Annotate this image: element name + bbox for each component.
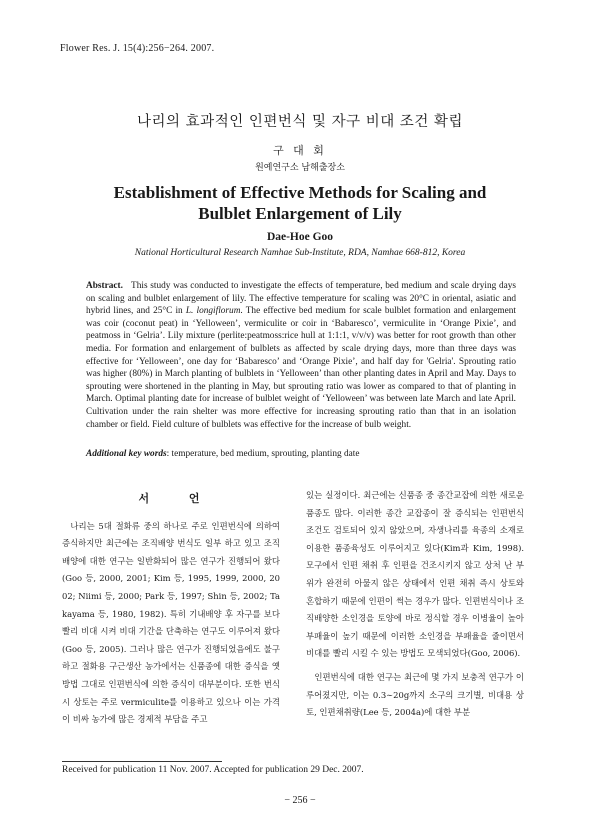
abstract-text-part-1: This study was conducted to investigate the effects of temperature, bed medium and scale drying days on scaling and bulblet enlargement of lily. The effective temperature for scaling was 20°C in oriental, asiatic and hybrid lines, and 25°C in — [86, 281, 516, 317]
english-author: Dae-Hoe Goo — [266, 231, 334, 243]
korean-title: 나리의 효과적인 인편번식 및 자구 비대 조건 확립 — [137, 114, 463, 130]
english-title-line-1: Establishment of Effective Methods for Scaling and — [113, 183, 487, 202]
english-affiliation: National Horticultural Research Namhae Sub-Institute, RDA, Namhae 668-812, Korea — [134, 248, 466, 258]
korean-author: 구 대 회 — [273, 144, 327, 157]
english-title — [60, 182, 540, 224]
abstract-label: Abstract. — [86, 281, 123, 291]
abstract-text-part-2: . The effective bed medium for scale bulblet formation and enlargement was coir (coconut peat) in ‘Yelloween’, vermiculite or coir in ‘Babaresco’, vermiculite in ‘Orange Pixie’, and peatmoss in ‘Gelria’. Lily mixture (perlite:peatmoss:rice hull at 1:1:1, v/v/v) was better for root growth than other media. For formation and enlargement of bulblets as affected by scale drying days, more than three days was effective for ‘Yelloween’, one day for ‘Babaresco’ and ‘Orange Pixie’, and half day for 'Gelria'. Sprouting ratio was higher (80%) in March planting of bulblets in ‘Yelloween’ than other planting dates in April and May. Days to sprouting were shortened in the planting in May, but sprouting ratio was lower as compared to that of planting in March. Optimal planting date for increase of bulblet weight of ‘Yelloween’ was between late March and late April. Cultivation under the rain shelter was more effective for increasing sprouting ratio than that in an isolation chamber or field. Field culture of bulblets was effective for the increase of bulb weight. — [86, 306, 516, 430]
footnote-divider — [62, 761, 222, 762]
left-column — [62, 487, 280, 729]
page-number: − 256 − — [284, 795, 316, 806]
abstract — [86, 280, 516, 431]
journal-citation: Flower Res. J. 15(4):256−264. 2007. — [60, 43, 215, 54]
korean-affiliation: 원예연구소 남해출장소 — [255, 163, 345, 173]
section-heading-introduction: 서 언 — [138, 492, 218, 505]
right-column-paragraph-1: 있는 실정이다. 최근에는 신품종 중 종간교잡에 의한 새로운 품종도 많다. 이러한 종간 교잡종이 잘 증식되는 인편번식 조건도 검토되어 있지 않았으며, 자생나리를 육종의 소재로 이용한 품종육성도 이루어지고 있다(Kim과 Kim, 1998). 모구에서 인편 채취 후 인편을 건조시키지 않고 상처 난 부위가 완전히 아물지 않은 상태에서 인편 채취 즉시 상토와 혼합하기 때문에 인편이 썩는 경우가 많다. 인편번식이나 조직배양한 소인경을 토양에 바로 정식할 경우 이병율이 높아 부패율이 높기 때문에 이러한 소인경을 부패율을 줄이면서 비대를 빨리 시킬 수 있는 방법도 모색되었다(Goo, 2006). — [306, 490, 524, 659]
right-column-paragraph-2: 인편번식에 대한 연구는 최근에 몇 가지 보충적 연구가 이루어졌지만, 이는 0.3∼20g까지 소구의 크기별, 비대용 상토, 인편채취량(Lee 등, 2004a)에 대한 부분 — [306, 671, 524, 718]
keywords — [86, 449, 516, 459]
left-column-paragraph-1: 나리는 5대 절화류 중의 하나로 주로 인편번식에 의하여 증식하지만 최근에는 조직배양 번식도 일부 하고 있고 조직배양에 대한 연구는 일반화되어 많은 연구가 진행되어 왔다(Goo 등, 2000, 2001; Kim 등, 1995, 1999, 2000, 2002; Niimi 등, 2000; Park 등, 1997; Shin 등, 2002; Takayama 등, 1980, 1982). 특히 기내배양 후 자구를 보다 빨리 비대 시켜 비대 기간을 단축하는 연구도 이루어져 왔다(Goo 등, 2005). 그러나 많은 연구가 진행되었음에도 불구하고 절화용 구근생산 농가에서는 신품종에 대한 증식을 옛 방법 그대로 인편번식에 의한 증식이 대부분이다. 또한 번식 시 상토는 주로 vermiculite를 이용하고 있으나 이는 가격이 비싸 농가에 많은 경제적 부담을 주고 — [62, 520, 280, 725]
right-column — [306, 487, 524, 722]
abstract-species: L. longiflorum — [185, 306, 241, 317]
footnote: Received for publication 11 Nov. 2007. Accepted for publication 29 Dec. 2007. — [62, 765, 364, 775]
keywords-label: Additional key words — [86, 449, 167, 459]
keywords-text: : temperature, bed medium, sprouting, planting date — [166, 449, 360, 459]
english-title-line-2: Bulblet Enlargement of Lily — [198, 204, 402, 223]
